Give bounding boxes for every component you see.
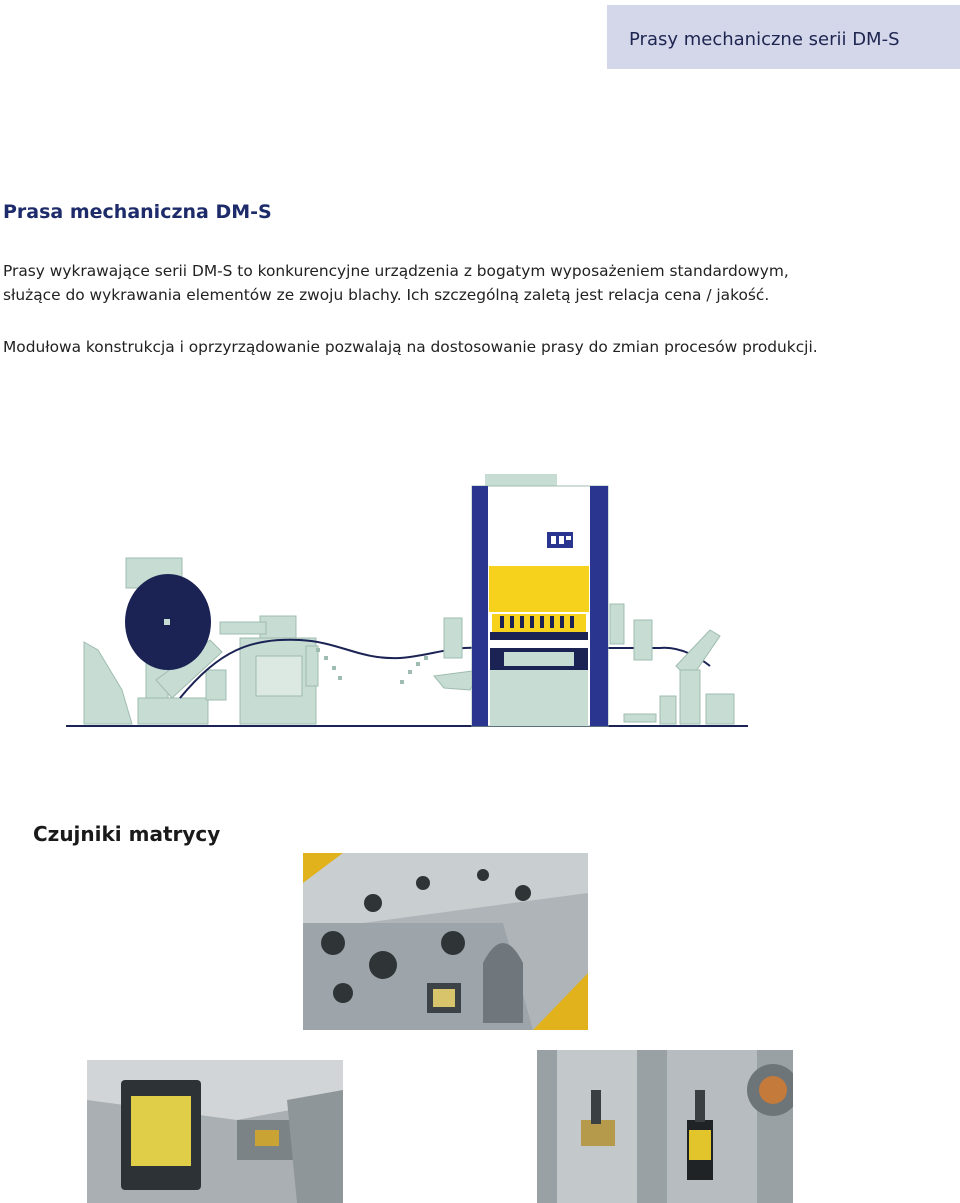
section-title-press: Prasa mechaniczna DM-S [3,201,272,223]
paragraph-intro [3,259,789,307]
press-line-diagram [60,470,750,730]
press [472,474,608,726]
straightener-machine [220,616,318,724]
sensor-photo-right [537,1050,793,1203]
paragraph-intro-line1: Prasy wykrawające serii DM-S to konkurencyjne urządzenia z bogatym wyposażeniem standardowym, [3,262,789,280]
header-tab-label: Prasy mechaniczne serii DM-S [629,29,900,50]
press-logo-icon [547,532,573,548]
coil [125,574,211,670]
header-tab [607,5,960,69]
die-photo-main [303,853,588,1030]
paragraph-intro-line2: służące do wykrawania elementów ze zwoju blachy. Ich szczególną zaletą jest relacja cena / jakość. [3,286,770,304]
section-title-sensors: Czujniki matrycy [33,822,221,846]
strip-scatter [316,648,428,684]
exit-conveyor [610,604,734,724]
sensor-photo-left [87,1060,343,1203]
paragraph-modular: Modułowa konstrukcja i oprzyrządowanie pozwalają na dostosowanie prasy do zmian procesów produkcji. [3,338,818,356]
